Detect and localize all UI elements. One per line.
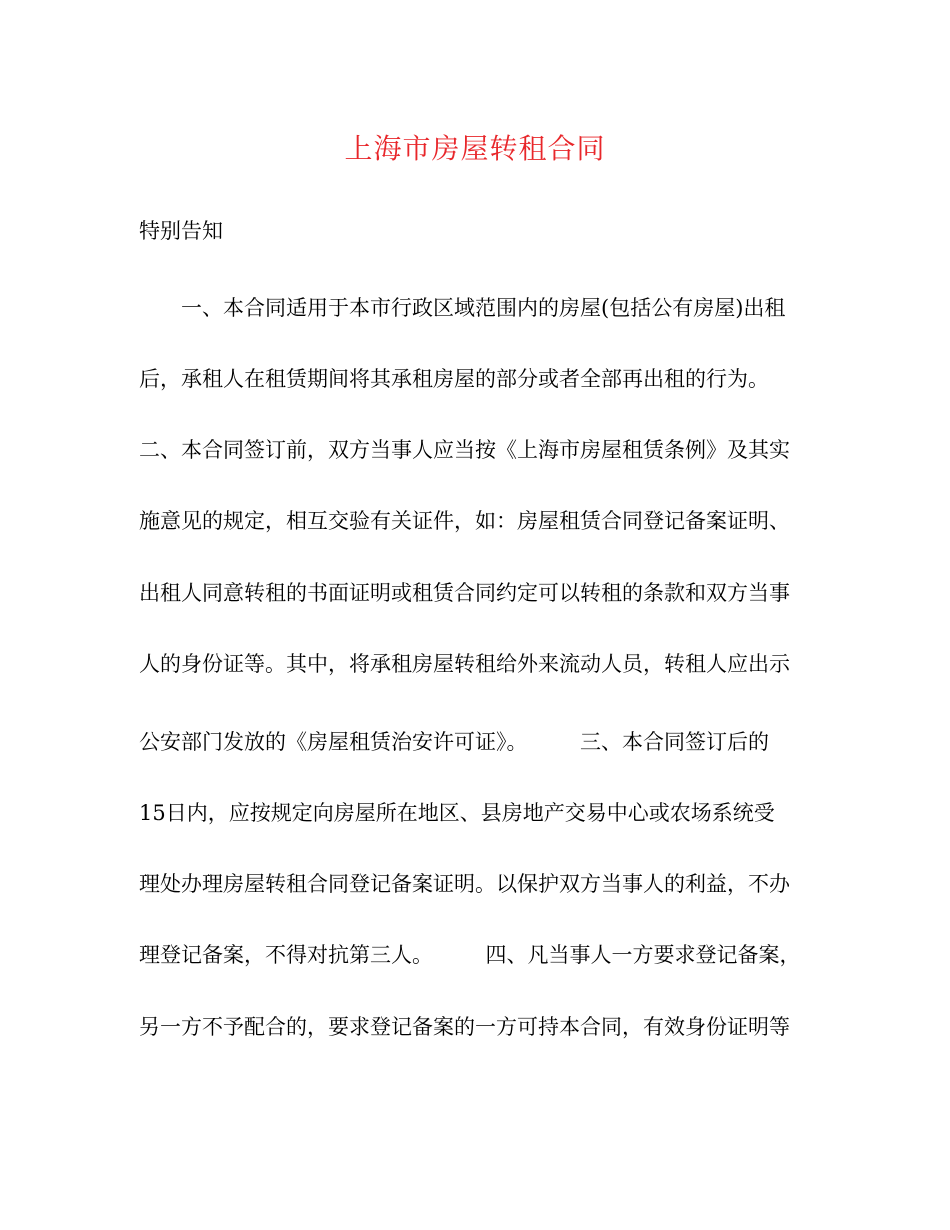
body-line-8: 15日内，应按规定向房屋所在地区、县房地产交易中心或农场系统受 [139, 801, 775, 825]
body-line-4: 施意见的规定，相互交验有关证件，如：房屋租赁合同登记备案证明、 [139, 509, 790, 533]
body-line-1: 一、本合同适用于本市行政区域范围内的房屋(包括公有房屋)出租 [139, 296, 786, 320]
body-line-3: 二、本合同签订前，双方当事人应当按《上海市房屋租赁条例》及其实 [139, 438, 790, 462]
body-line-5: 出租人同意转租的书面证明或租赁合同约定可以转租的条款和双方当事 [139, 581, 790, 605]
section-heading: 特别告知 [139, 219, 223, 243]
body-line-10: 理登记备案，不得对抗第三人。 四、凡当事人一方要求登记备案， [139, 943, 801, 967]
document-title: 上海市房屋转租合同 [344, 132, 606, 165]
body-line-6: 人的身份证等。其中，将承租房屋转租给外来流动人员，转租人应出示 [139, 652, 790, 676]
body-line-9: 理处办理房屋转租合同登记备案证明。以保护双方当事人的利益，不办 [139, 872, 790, 896]
body-line-11: 另一方不予配合的，要求登记备案的一方可持本合同，有效身份证明等 [139, 1015, 790, 1039]
body-line-7: 公安部门发放的《房屋租赁治安许可证》。 三、本合同签订后的 [139, 730, 769, 754]
body-line-2: 后，承租人在租赁期间将其承租房屋的部分或者全部再出租的行为。 [139, 367, 769, 391]
